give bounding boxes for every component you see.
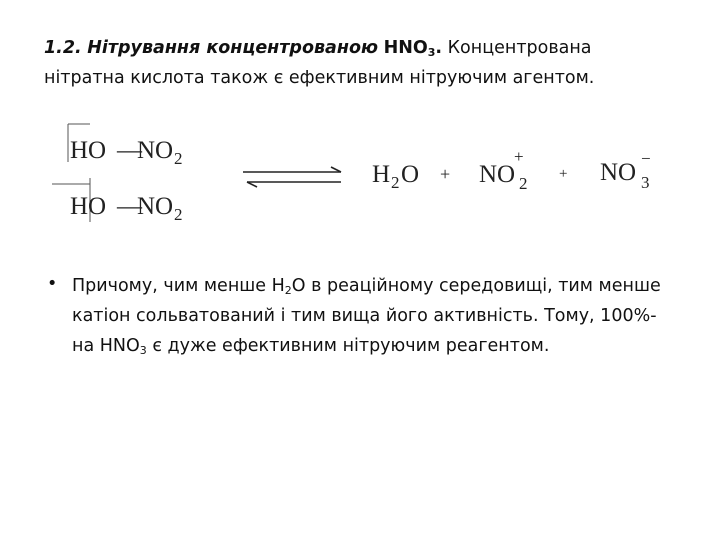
product-o: O	[401, 161, 420, 188]
slide-heading	[44, 33, 694, 93]
reactant1-no: NO	[137, 137, 174, 164]
reactant2-ho: HO	[70, 193, 107, 220]
heading-title: Нітрування концентрованою	[87, 38, 378, 58]
heading-line1-text: Концентрована	[447, 38, 592, 58]
reactant1-ho: HO	[70, 137, 107, 164]
reactant2-no: NO	[137, 193, 174, 220]
plus-sign: +	[440, 164, 451, 184]
bullet-paragraph: Причому, чим менше $Н_2О$ в реаційному середовищі, тим менше катіон сольватований і тим вища його активність. Тому, 100%-на $HNO_3$ є дуже ефективним нітруючим реагентом.	[72, 276, 661, 357]
heading-line2-text: нітратна кислота також є ефективним нітруючим агентом.	[44, 68, 595, 88]
reactant1-sub: 2	[174, 149, 183, 168]
reaction-equation	[50, 112, 670, 232]
nitronium-no: NO	[479, 161, 516, 188]
plus-sign: +	[559, 166, 568, 182]
reactant1-bond: —	[117, 137, 142, 164]
product-h-sub: 2	[391, 173, 400, 192]
heading-number: 1.2.	[44, 38, 82, 58]
nitrate-charge: −	[641, 149, 651, 168]
nitrate-no: NO	[600, 159, 637, 186]
bullet-marker: •	[47, 274, 58, 294]
heading-formula: $HNO_3$.	[383, 38, 443, 59]
reactant2-bond: —	[117, 193, 142, 220]
nitrate-sub: 3	[641, 173, 650, 192]
nitronium-charge: +	[514, 147, 524, 166]
reactant2-sub: 2	[174, 205, 183, 224]
nitronium-sub: 2	[519, 174, 528, 193]
product-h: H	[372, 161, 391, 188]
